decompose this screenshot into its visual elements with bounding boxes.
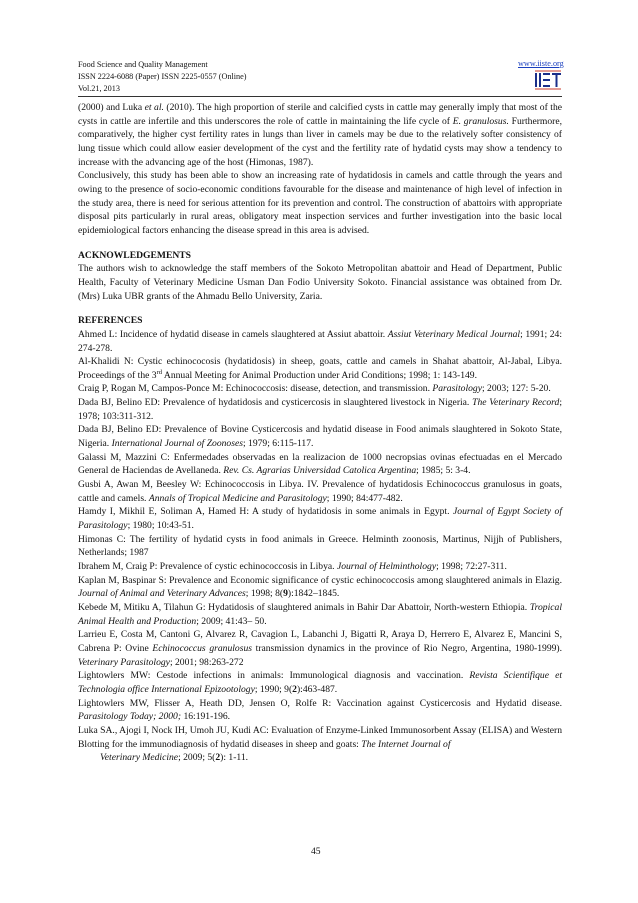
reference-item: Luka SA., Ajogi I, Nock IH, Umoh JU, Kudi AC: Evaluation of Enzyme-Linked Immunosorbent Assay (ELISA) and Western Blotting for the immunodiagnosis of hydatid diseases in sheep and goats: The Internet Journal of Veterinary Medicine; 2009; 5(2): 1-11. xyxy=(78,724,562,764)
reference-item: Ahmed L: Incidence of hydatid disease in camels slaughtered at Assiut abattoir. Assiut Veterinary Medical Journal; 1991; 24: 274-278. xyxy=(78,328,562,354)
reference-item: Kaplan M, Baspinar S: Prevalence and Economic significance of cystic echinococcosis among slaughtered animals in Elazig. Journal of Animal and Veterinary Advances; 1998; 8(9):1842–1845. xyxy=(78,574,562,600)
reference-item: Galassi M, Mazzini C: Enfermedades observadas en la realizacion de 1000 necropsias ovinas efectuadas en el Mercado General de Haciendas de Avellaneda. Rev. Cs. Agrarias Universidad Catolica Argentina; 1985; 5: 3-4. xyxy=(78,451,562,477)
journal-website-link[interactable]: www.iiste.org xyxy=(518,59,564,68)
reference-item: Larrieu E, Costa M, Cantoni G, Alvarez R, Cavagion L, Labanchi J, Bigatti R, Araya D, Herrero E, Alvarez E, Mancini S, Cabrena P: Ovine Echinococcus granulosus transmission dynamics in the province of Rio Negro, Argentina, 1980-1999). Veterinary Parasitology; 2001; 98:263-272 xyxy=(78,629,563,668)
acknowledgements-heading: ACKNOWLEDGEMENTS xyxy=(78,249,192,261)
reference-item: Hamdy I, Mikhil E, Soliman A, Hamed H: A study of hydatidosis in some animals in Egypt. Journal of Egypt Society of Parasitology; 1980; 10:43-51. xyxy=(78,506,562,532)
iiste-logo xyxy=(533,70,563,90)
references-heading: REFERENCES xyxy=(78,315,143,327)
reference-item: Kebede M, Mitiku A, Tilahun G: Hydatidosis of slaughtered animals in Bahir Dar Abattoir, North-western Ethiopia. Tropical Animal Health and Production; 2009; 41:43– 50. xyxy=(78,601,562,627)
acknowledgements-text: The authors wish to acknowledge the staff members of the Sokoto Metropolitan abattoir and Head of Department, Public Health, Faculty of Veterinary Medicine Usman Dan Fodio University Sokoto. Financial assistance was obtained from Dr. (Mrs) Luka UBR grants of the Ahmadu Bello University, Zaria. xyxy=(78,263,562,302)
reference-item: Ibrahem M, Craig P: Prevalence of cystic echinococcosis in Libya. Journal of Helminthology; 1998; 72:27-311. xyxy=(78,561,507,572)
reference-item: Craig P, Rogan M, Campos-Ponce M: Echinococcosis: disease, detection, and transmission. Parasitology; 2003; 127: 5-20. xyxy=(78,383,551,395)
volume-line: Vol.21, 2013 xyxy=(78,84,120,93)
reference-item: Dada BJ, Belino ED: Prevalence of Bovine Cysticercosis and hydatid disease in Food animals slaughtered in Sokoto State, Nigeria. International Journal of Zoonoses; 1979; 6:115-117. xyxy=(78,424,562,450)
reference-item: Lightowlers MW: Cestode infections in animals: Immunological diagnosis and vaccination. Revista Scientifique et Technologia office International Epizootology; 1990; 9(2):463-487. xyxy=(78,670,563,695)
conclusion-paragraph: Conclusively, this study has been able to show an increasing rate of hydatidosis in camels and cattle through the years and owing to the presence of socio-economic conditions favourable for the disease and maintenance of high level of infection in the study area, there is need for serious attention for its prevention and control. The construction of abattoirs with appropriate disposal pits particularly in rural areas, obligatory meat inspection services and further investigation into the basic local epidemiological factors enhancing the disease spread in this area is advised. xyxy=(78,170,562,236)
reference-item: Dada BJ, Belino ED: Prevalence of hydatidosis and cysticercosis in slaughtered livestock in Nigeria. The Veterinary Record; 1978; 103:311-312. xyxy=(78,397,563,422)
page-number: 45 xyxy=(311,846,321,857)
reference-item: Himonas C: The fertility of hydatid cysts in food animals in Greece. Helminth zoonosis, Martinus, Nijjh of Publishers, Netherlands; 1987 xyxy=(78,533,562,559)
journal-name: Food Science and Quality Management xyxy=(78,60,208,69)
reference-item: Lightowlers MW, Flisser A, Heath DD, Jensen O, Rolfe R: Vaccination against Cysticercosis and Hydatid disease. Parasitology Today; 2000; 16:191-196. xyxy=(78,697,562,723)
reference-item: Al-Khalidi N: Cystic echinococosis (hydatidosis) in sheep, goats, cattle and camels in Shahat abattoir, Al-Jabal, Libya. Proceedings of the 3rd Annual Meeting for Animal Production under Arid Conditions; 1998; 1: 143-149. xyxy=(78,356,562,381)
issn-line: ISSN 2224-6088 (Paper) ISSN 2225-0557 (Online) xyxy=(78,72,247,81)
article-body xyxy=(78,101,562,765)
reference-item: Gusbi A, Awan M, Beesley W: Echinococcosis in Libya. IV. Prevalence of hydatidosis Echinococcus granulosus in goats, cattle and camels. Annals of Tropical Medicine and Parasitology; 1990; 84:477-482. xyxy=(78,479,562,504)
discussion-paragraph: (2000) and Luka et al. (2010). The high proportion of sterile and calcified cysts in cattle may generally imply that most of the cysts in cattle are infertile and this underscores the role of cattle in maintaining the life cycle of E. granulosus. Furthermore, comparatively, the higher cyst fertility rates in lungs than liver in camels may be due to the relatively softer consistency of lung tissue which could allow easier development of the cyst and the fertility rate of hydatid cysts may show a tendency to increase with the advancing age of the host (Himonas, 1987). xyxy=(78,102,563,168)
header-rule xyxy=(78,96,562,97)
